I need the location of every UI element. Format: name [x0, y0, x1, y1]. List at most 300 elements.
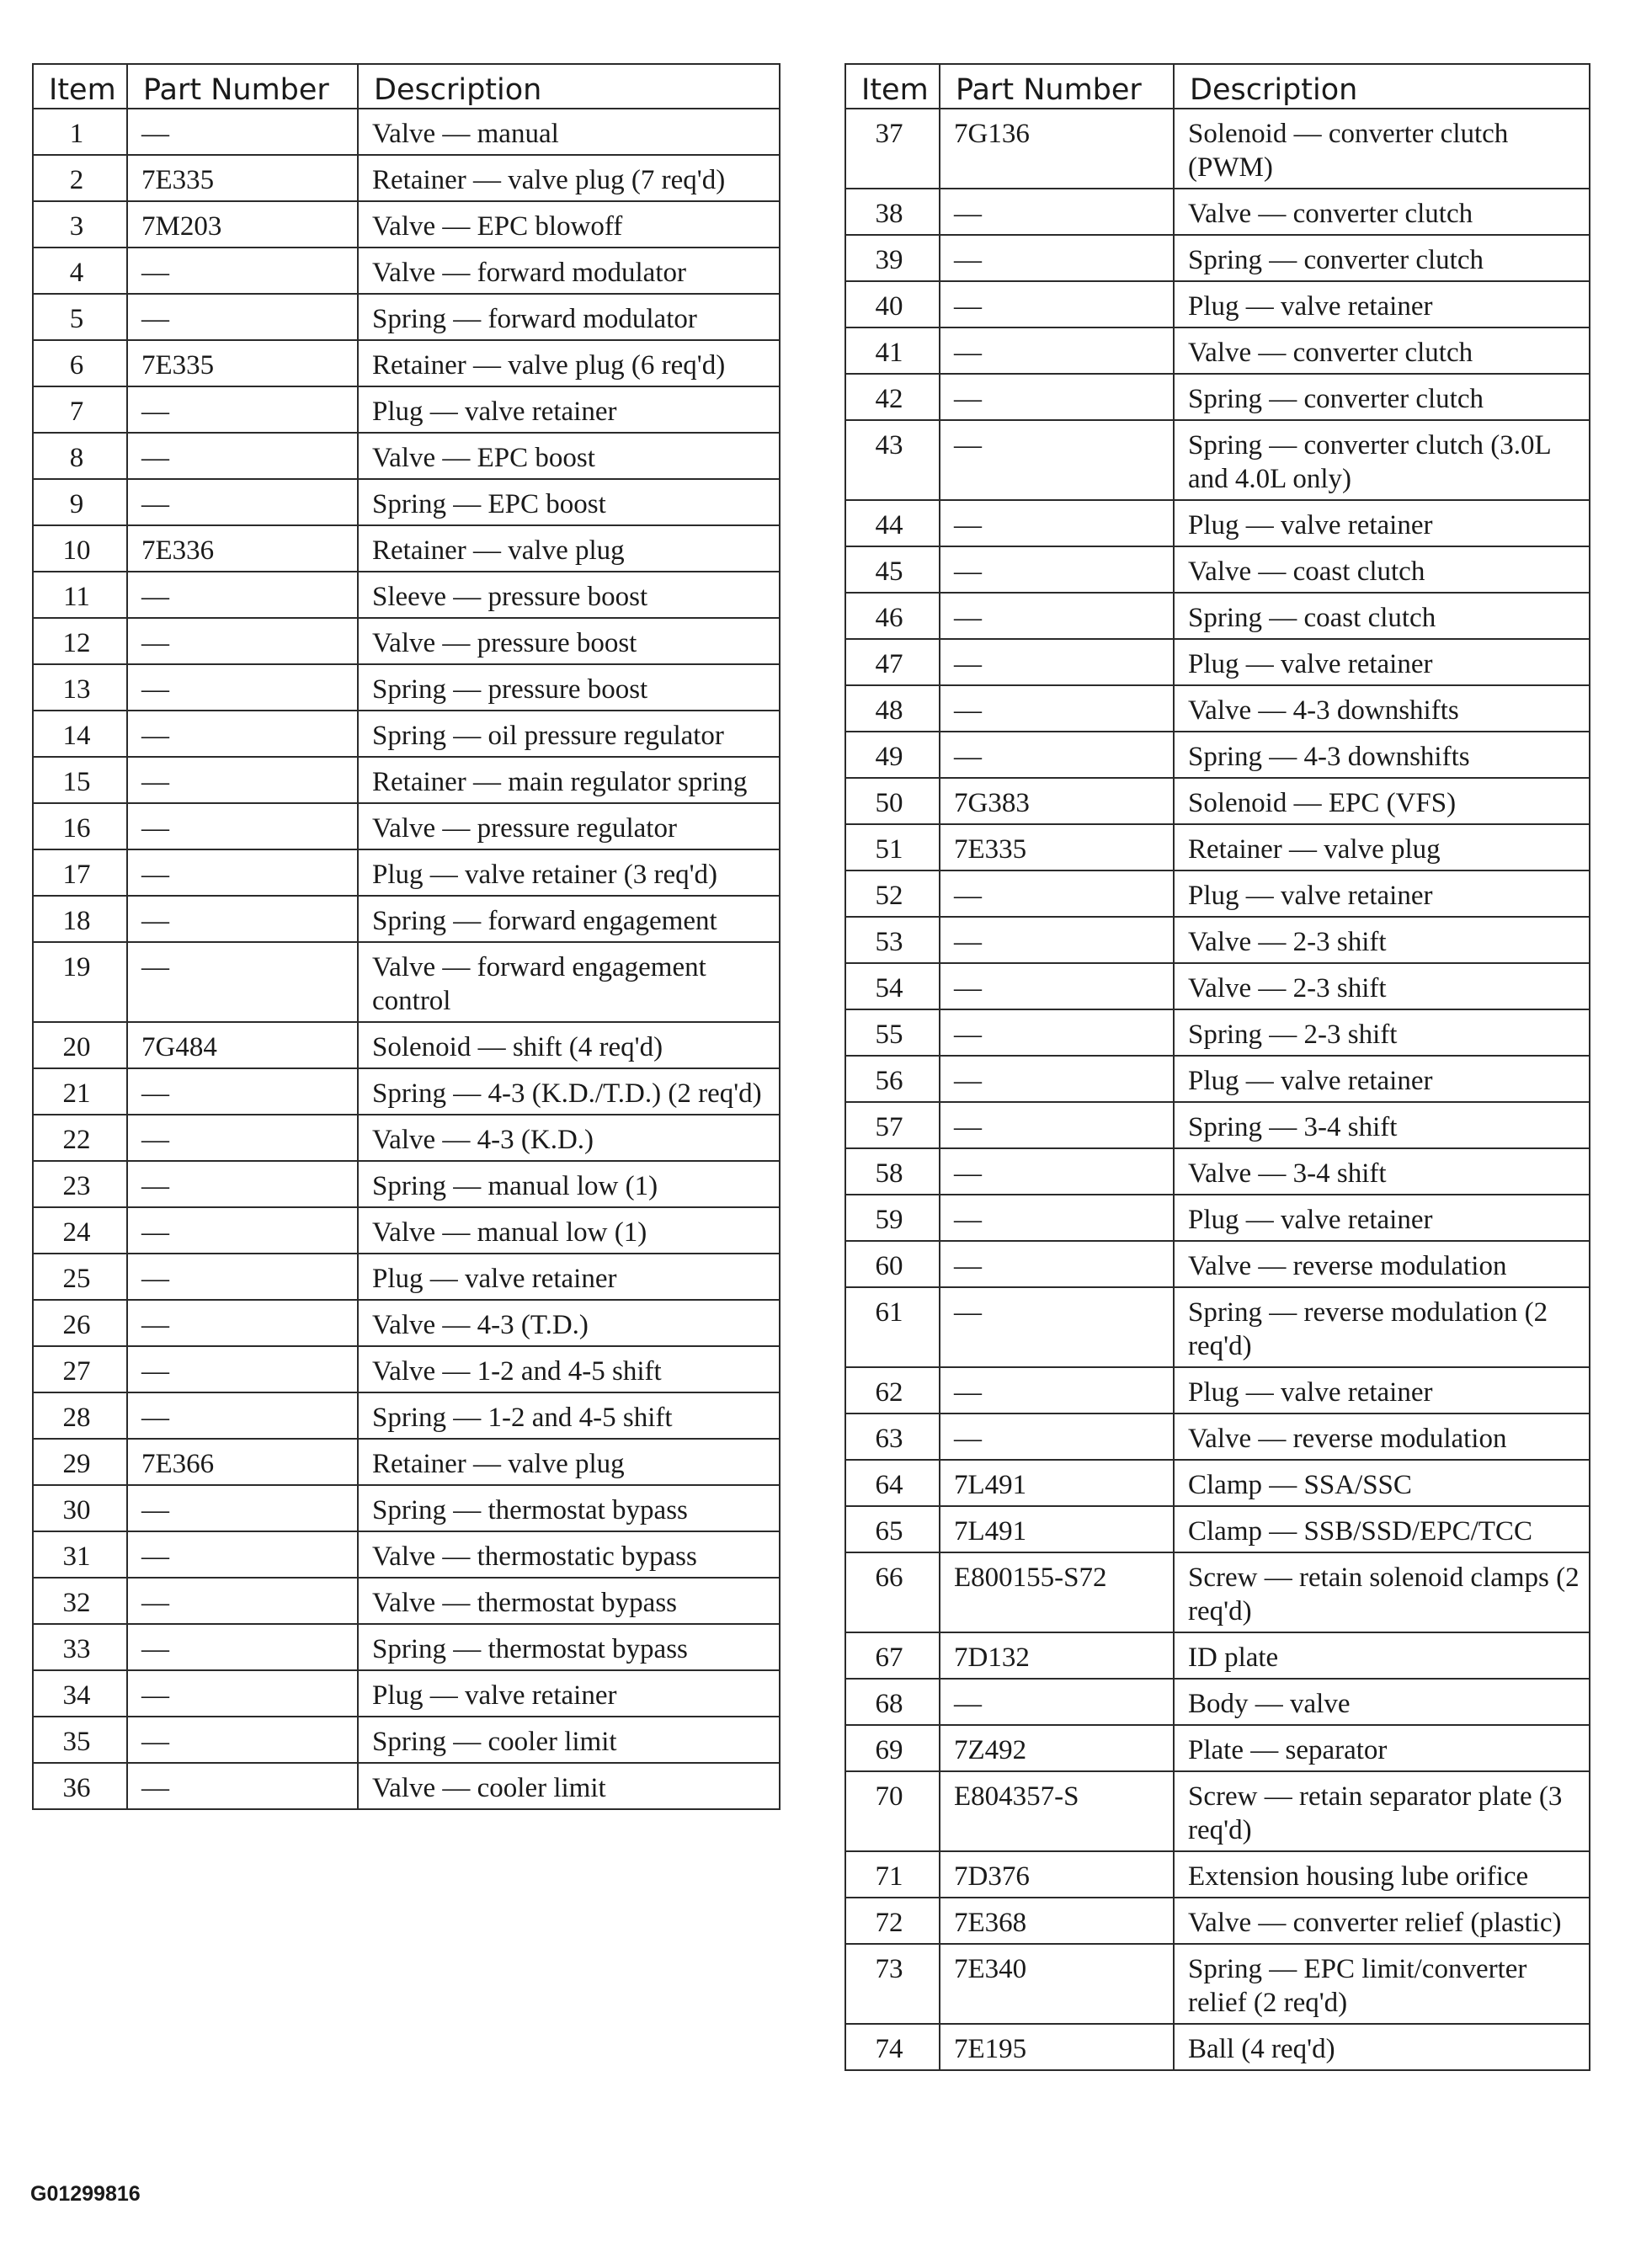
description-cell: Retainer — valve plug — [1174, 824, 1590, 870]
table-row — [845, 639, 1590, 685]
table-row — [845, 420, 1590, 500]
item-number-cell: 64 — [845, 1460, 940, 1506]
part-number-cell: — — [940, 1195, 1174, 1241]
item-number-cell: 18 — [33, 896, 127, 942]
description-cell: Spring — EPC boost — [358, 479, 780, 525]
parts-table-left — [32, 63, 781, 1810]
part-number-cell: E800155-S72 — [940, 1552, 1174, 1632]
description-cell: Valve — 2-3 shift — [1174, 963, 1590, 1009]
description-cell: Spring — converter clutch — [1174, 235, 1590, 281]
table-header-row — [33, 64, 780, 109]
part-number-cell: — — [940, 546, 1174, 593]
item-number-cell: 72 — [845, 1898, 940, 1944]
description-cell: Valve — coast clutch — [1174, 546, 1590, 593]
part-number-cell: 7E335 — [940, 824, 1174, 870]
description-cell: Plug — valve retainer — [1174, 1056, 1590, 1102]
description-cell: Spring — pressure boost — [358, 664, 780, 711]
item-number-cell: 57 — [845, 1102, 940, 1148]
part-number-cell: 7G383 — [940, 778, 1174, 824]
description-cell: Valve — converter clutch — [1174, 327, 1590, 374]
item-number-cell: 68 — [845, 1679, 940, 1725]
item-number-cell: 47 — [845, 639, 940, 685]
description-cell: Plug — valve retainer — [358, 1254, 780, 1300]
table-row — [33, 1763, 780, 1809]
part-number-cell: — — [127, 479, 358, 525]
table-row — [845, 1195, 1590, 1241]
table-row — [845, 1552, 1590, 1632]
table-row — [845, 824, 1590, 870]
table-row — [33, 433, 780, 479]
description-cell: Extension housing lube orifice — [1174, 1851, 1590, 1898]
item-number-cell: 15 — [33, 757, 127, 803]
column-header-description: Description — [1174, 64, 1590, 109]
item-number-cell: 62 — [845, 1367, 940, 1414]
part-number-cell: — — [940, 1679, 1174, 1725]
description-cell: Plug — valve retainer — [358, 1670, 780, 1717]
description-cell: Spring — 3-4 shift — [1174, 1102, 1590, 1148]
part-number-cell: 7Z492 — [940, 1725, 1174, 1771]
part-number-cell: — — [127, 1068, 358, 1115]
description-cell: Spring — forward engagement — [358, 896, 780, 942]
parts-table-right — [844, 63, 1590, 2071]
description-cell: Plug — valve retainer — [1174, 281, 1590, 327]
table-row — [33, 1670, 780, 1717]
table-row — [33, 1207, 780, 1254]
item-number-cell: 28 — [33, 1392, 127, 1439]
part-number-cell: — — [127, 896, 358, 942]
part-number-cell: — — [940, 189, 1174, 235]
description-cell: Plug — valve retainer — [1174, 1367, 1590, 1414]
table-row — [33, 1068, 780, 1115]
item-number-cell: 22 — [33, 1115, 127, 1161]
part-number-cell: 7D132 — [940, 1632, 1174, 1679]
part-number-cell: — — [127, 1670, 358, 1717]
description-cell: Spring — 4-3 downshifts — [1174, 732, 1590, 778]
part-number-cell: — — [127, 1531, 358, 1578]
description-cell: Body — valve — [1174, 1679, 1590, 1725]
item-number-cell: 39 — [845, 235, 940, 281]
table-row — [845, 1725, 1590, 1771]
item-number-cell: 50 — [845, 778, 940, 824]
table-row — [33, 155, 780, 201]
table-row — [33, 1485, 780, 1531]
description-cell: Spring — reverse modulation (2 req'd) — [1174, 1287, 1590, 1367]
description-cell: Valve — EPC boost — [358, 433, 780, 479]
description-cell: Spring — 4-3 (K.D./T.D.) (2 req'd) — [358, 1068, 780, 1115]
part-number-cell: — — [940, 374, 1174, 420]
item-number-cell: 56 — [845, 1056, 940, 1102]
table-row — [33, 1346, 780, 1392]
description-cell: Spring — thermostat bypass — [358, 1624, 780, 1670]
description-cell: Spring — 2-3 shift — [1174, 1009, 1590, 1056]
part-number-cell: — — [127, 294, 358, 340]
part-number-cell: — — [127, 942, 358, 1022]
part-number-cell: — — [940, 1148, 1174, 1195]
description-cell: Spring — thermostat bypass — [358, 1485, 780, 1531]
item-number-cell: 66 — [845, 1552, 940, 1632]
table-row — [845, 778, 1590, 824]
item-number-cell: 74 — [845, 2024, 940, 2070]
description-cell: Solenoid — converter clutch (PWM) — [1174, 109, 1590, 189]
table-row — [33, 1439, 780, 1485]
part-number-cell: — — [127, 1763, 358, 1809]
table-row — [33, 386, 780, 433]
item-number-cell: 38 — [845, 189, 940, 235]
description-cell: Valve — 4-3 downshifts — [1174, 685, 1590, 732]
part-number-cell: — — [940, 420, 1174, 500]
table-row — [33, 757, 780, 803]
table-body-right — [845, 109, 1590, 2070]
part-number-cell: — — [127, 1578, 358, 1624]
description-cell: Valve — forward modulator — [358, 248, 780, 294]
table-row — [845, 1102, 1590, 1148]
table-row — [845, 1679, 1590, 1725]
item-number-cell: 70 — [845, 1771, 940, 1851]
description-cell: Valve — cooler limit — [358, 1763, 780, 1809]
item-number-cell: 49 — [845, 732, 940, 778]
table-row — [33, 1115, 780, 1161]
item-number-cell: 34 — [33, 1670, 127, 1717]
part-number-cell: — — [940, 917, 1174, 963]
table-row — [33, 340, 780, 386]
table-row — [845, 1148, 1590, 1195]
part-number-cell: — — [940, 1056, 1174, 1102]
part-number-cell: — — [940, 1367, 1174, 1414]
part-number-cell: — — [940, 1414, 1174, 1460]
part-number-cell: — — [127, 1207, 358, 1254]
description-cell: Valve — thermostatic bypass — [358, 1531, 780, 1578]
item-number-cell: 71 — [845, 1851, 940, 1898]
table-row — [33, 525, 780, 572]
item-number-cell: 73 — [845, 1944, 940, 2024]
description-cell: Valve — forward engagement control — [358, 942, 780, 1022]
table-row — [33, 248, 780, 294]
item-number-cell: 23 — [33, 1161, 127, 1207]
part-number-cell: — — [127, 1254, 358, 1300]
description-cell: Plug — valve retainer — [1174, 870, 1590, 917]
item-number-cell: 19 — [33, 942, 127, 1022]
table-row — [33, 664, 780, 711]
item-number-cell: 67 — [845, 1632, 940, 1679]
part-number-cell: E804357-S — [940, 1771, 1174, 1851]
table-row — [33, 109, 780, 155]
item-number-cell: 42 — [845, 374, 940, 420]
part-number-cell: — — [127, 757, 358, 803]
item-number-cell: 69 — [845, 1725, 940, 1771]
table-row — [845, 1460, 1590, 1506]
part-number-cell: — — [127, 1392, 358, 1439]
description-cell: Retainer — valve plug — [358, 1439, 780, 1485]
table-row — [33, 1578, 780, 1624]
description-cell: ID plate — [1174, 1632, 1590, 1679]
item-number-cell: 24 — [33, 1207, 127, 1254]
part-number-cell: — — [127, 711, 358, 757]
part-number-cell: — — [127, 664, 358, 711]
description-cell: Valve — EPC blowoff — [358, 201, 780, 248]
description-cell: Retainer — valve plug (7 req'd) — [358, 155, 780, 201]
item-number-cell: 48 — [845, 685, 940, 732]
part-number-cell: — — [127, 386, 358, 433]
item-number-cell: 14 — [33, 711, 127, 757]
item-number-cell: 43 — [845, 420, 940, 500]
description-cell: Plug — valve retainer — [358, 386, 780, 433]
table-row — [33, 618, 780, 664]
document-id: G01299816 — [30, 2182, 141, 2206]
table-row — [845, 374, 1590, 420]
description-cell: Plug — valve retainer (3 req'd) — [358, 849, 780, 896]
item-number-cell: 36 — [33, 1763, 127, 1809]
description-cell: Retainer — main regulator spring — [358, 757, 780, 803]
table-row — [845, 281, 1590, 327]
part-number-cell: — — [127, 1346, 358, 1392]
item-number-cell: 3 — [33, 201, 127, 248]
part-number-cell: — — [940, 327, 1174, 374]
part-number-cell: — — [127, 248, 358, 294]
item-number-cell: 29 — [33, 1439, 127, 1485]
part-number-cell: — — [940, 1102, 1174, 1148]
table-row — [845, 1506, 1590, 1552]
part-number-cell: — — [940, 870, 1174, 917]
part-number-cell: — — [127, 803, 358, 849]
description-cell: Spring — cooler limit — [358, 1717, 780, 1763]
item-number-cell: 8 — [33, 433, 127, 479]
column-header-description: Description — [358, 64, 780, 109]
table-row — [33, 1022, 780, 1068]
part-number-cell: — — [940, 281, 1174, 327]
description-cell: Spring — 1-2 and 4-5 shift — [358, 1392, 780, 1439]
part-number-cell: — — [127, 1624, 358, 1670]
table-row — [845, 1414, 1590, 1460]
item-number-cell: 46 — [845, 593, 940, 639]
item-number-cell: 16 — [33, 803, 127, 849]
item-number-cell: 13 — [33, 664, 127, 711]
description-cell: Valve — pressure boost — [358, 618, 780, 664]
description-cell: Spring — EPC limit/converter relief (2 req'd) — [1174, 1944, 1590, 2024]
description-cell: Valve — manual — [358, 109, 780, 155]
part-number-cell: — — [940, 963, 1174, 1009]
part-number-cell: — — [127, 1485, 358, 1531]
part-number-cell: — — [940, 639, 1174, 685]
item-number-cell: 44 — [845, 500, 940, 546]
column-header-part-number: Part Number — [127, 64, 358, 109]
item-number-cell: 17 — [33, 849, 127, 896]
item-number-cell: 7 — [33, 386, 127, 433]
part-number-cell: 7L491 — [940, 1506, 1174, 1552]
part-number-cell: — — [940, 1009, 1174, 1056]
part-number-cell: — — [940, 732, 1174, 778]
item-number-cell: 30 — [33, 1485, 127, 1531]
item-number-cell: 41 — [845, 327, 940, 374]
item-number-cell: 53 — [845, 917, 940, 963]
column-header-part-number: Part Number — [940, 64, 1174, 109]
table-row — [845, 1851, 1590, 1898]
table-row — [845, 1898, 1590, 1944]
part-number-cell: 7D376 — [940, 1851, 1174, 1898]
item-number-cell: 31 — [33, 1531, 127, 1578]
table-row — [33, 1161, 780, 1207]
table-row — [845, 732, 1590, 778]
item-number-cell: 11 — [33, 572, 127, 618]
part-number-cell: 7E340 — [940, 1944, 1174, 2024]
description-cell: Valve — converter relief (plastic) — [1174, 1898, 1590, 1944]
table-header-row — [845, 64, 1590, 109]
description-cell: Plate — separator — [1174, 1725, 1590, 1771]
item-number-cell: 51 — [845, 824, 940, 870]
part-number-cell: — — [127, 1161, 358, 1207]
table-row — [33, 896, 780, 942]
item-number-cell: 1 — [33, 109, 127, 155]
table-row — [845, 593, 1590, 639]
table-row — [845, 1056, 1590, 1102]
table-row — [845, 917, 1590, 963]
item-number-cell: 4 — [33, 248, 127, 294]
part-number-cell: 7E195 — [940, 2024, 1174, 2070]
table-row — [845, 109, 1590, 189]
table-row — [845, 1367, 1590, 1414]
item-number-cell: 60 — [845, 1241, 940, 1287]
item-number-cell: 6 — [33, 340, 127, 386]
item-number-cell: 5 — [33, 294, 127, 340]
table-row — [33, 572, 780, 618]
description-cell: Solenoid — shift (4 req'd) — [358, 1022, 780, 1068]
item-number-cell: 25 — [33, 1254, 127, 1300]
description-cell: Valve — 3-4 shift — [1174, 1148, 1590, 1195]
item-number-cell: 52 — [845, 870, 940, 917]
item-number-cell: 32 — [33, 1578, 127, 1624]
item-number-cell: 40 — [845, 281, 940, 327]
description-cell: Clamp — SSA/SSC — [1174, 1460, 1590, 1506]
table-row — [845, 1944, 1590, 2024]
item-number-cell: 59 — [845, 1195, 940, 1241]
description-cell: Screw — retain separator plate (3 req'd) — [1174, 1771, 1590, 1851]
description-cell: Ball (4 req'd) — [1174, 2024, 1590, 2070]
item-number-cell: 65 — [845, 1506, 940, 1552]
description-cell: Spring — manual low (1) — [358, 1161, 780, 1207]
description-cell: Valve — 4-3 (K.D.) — [358, 1115, 780, 1161]
item-number-cell: 26 — [33, 1300, 127, 1346]
table-row — [845, 1009, 1590, 1056]
item-number-cell: 37 — [845, 109, 940, 189]
table-row — [33, 1531, 780, 1578]
part-number-cell: — — [127, 849, 358, 896]
table-row — [845, 2024, 1590, 2070]
item-number-cell: 63 — [845, 1414, 940, 1460]
item-number-cell: 9 — [33, 479, 127, 525]
table-row — [845, 189, 1590, 235]
item-number-cell: 33 — [33, 1624, 127, 1670]
description-cell: Clamp — SSB/SSD/EPC/TCC — [1174, 1506, 1590, 1552]
part-number-cell: 7G136 — [940, 109, 1174, 189]
description-cell: Valve — reverse modulation — [1174, 1241, 1590, 1287]
part-number-cell: 7E336 — [127, 525, 358, 572]
part-number-cell: — — [127, 1300, 358, 1346]
description-cell: Valve — converter clutch — [1174, 189, 1590, 235]
part-number-cell: 7E335 — [127, 155, 358, 201]
description-cell: Valve — 4-3 (T.D.) — [358, 1300, 780, 1346]
description-cell: Spring — converter clutch (3.0L and 4.0L only) — [1174, 420, 1590, 500]
table-row — [845, 963, 1590, 1009]
part-number-cell: — — [940, 593, 1174, 639]
column-header-item: Item — [845, 64, 940, 109]
table-row — [845, 327, 1590, 374]
item-number-cell: 54 — [845, 963, 940, 1009]
item-number-cell: 20 — [33, 1022, 127, 1068]
table-row — [845, 870, 1590, 917]
table-row — [845, 1241, 1590, 1287]
item-number-cell: 61 — [845, 1287, 940, 1367]
description-cell: Plug — valve retainer — [1174, 500, 1590, 546]
description-cell: Plug — valve retainer — [1174, 1195, 1590, 1241]
table-row — [33, 1392, 780, 1439]
part-number-cell: 7E366 — [127, 1439, 358, 1485]
description-cell: Valve — pressure regulator — [358, 803, 780, 849]
table-row — [33, 1254, 780, 1300]
item-number-cell: 35 — [33, 1717, 127, 1763]
description-cell: Retainer — valve plug (6 req'd) — [358, 340, 780, 386]
table-row — [845, 685, 1590, 732]
table-row — [33, 803, 780, 849]
table-row — [845, 546, 1590, 593]
part-number-cell: 7E368 — [940, 1898, 1174, 1944]
description-cell: Spring — oil pressure regulator — [358, 711, 780, 757]
description-cell: Spring — converter clutch — [1174, 374, 1590, 420]
table-row — [33, 1300, 780, 1346]
table-row — [33, 1624, 780, 1670]
description-cell: Plug — valve retainer — [1174, 639, 1590, 685]
table-row — [845, 1771, 1590, 1851]
table-row — [845, 1287, 1590, 1367]
item-number-cell: 10 — [33, 525, 127, 572]
description-cell: Valve — 1-2 and 4-5 shift — [358, 1346, 780, 1392]
table-row — [33, 849, 780, 896]
table-row — [33, 201, 780, 248]
description-cell: Spring — coast clutch — [1174, 593, 1590, 639]
item-number-cell: 27 — [33, 1346, 127, 1392]
description-cell: Screw — retain solenoid clamps (2 req'd) — [1174, 1552, 1590, 1632]
part-number-cell: — — [127, 1717, 358, 1763]
table-row — [33, 1717, 780, 1763]
table-row — [845, 500, 1590, 546]
item-number-cell: 58 — [845, 1148, 940, 1195]
part-number-cell: — — [127, 433, 358, 479]
table-body-left — [33, 109, 780, 1809]
description-cell: Solenoid — EPC (VFS) — [1174, 778, 1590, 824]
table-row — [33, 942, 780, 1022]
part-number-cell: 7E335 — [127, 340, 358, 386]
description-cell: Valve — reverse modulation — [1174, 1414, 1590, 1460]
table-row — [33, 711, 780, 757]
table-row — [33, 479, 780, 525]
description-cell: Sleeve — pressure boost — [358, 572, 780, 618]
part-number-cell: — — [940, 1241, 1174, 1287]
part-number-cell: — — [127, 618, 358, 664]
item-number-cell: 55 — [845, 1009, 940, 1056]
description-cell: Valve — manual low (1) — [358, 1207, 780, 1254]
part-number-cell: 7M203 — [127, 201, 358, 248]
part-number-cell: — — [940, 500, 1174, 546]
part-number-cell: 7L491 — [940, 1460, 1174, 1506]
part-number-cell: — — [940, 1287, 1174, 1367]
description-cell: Valve — thermostat bypass — [358, 1578, 780, 1624]
description-cell: Retainer — valve plug — [358, 525, 780, 572]
column-header-item: Item — [33, 64, 127, 109]
part-number-cell: — — [127, 109, 358, 155]
item-number-cell: 12 — [33, 618, 127, 664]
description-cell: Valve — 2-3 shift — [1174, 917, 1590, 963]
part-number-cell: — — [940, 235, 1174, 281]
part-number-cell: — — [127, 572, 358, 618]
part-number-cell: 7G484 — [127, 1022, 358, 1068]
